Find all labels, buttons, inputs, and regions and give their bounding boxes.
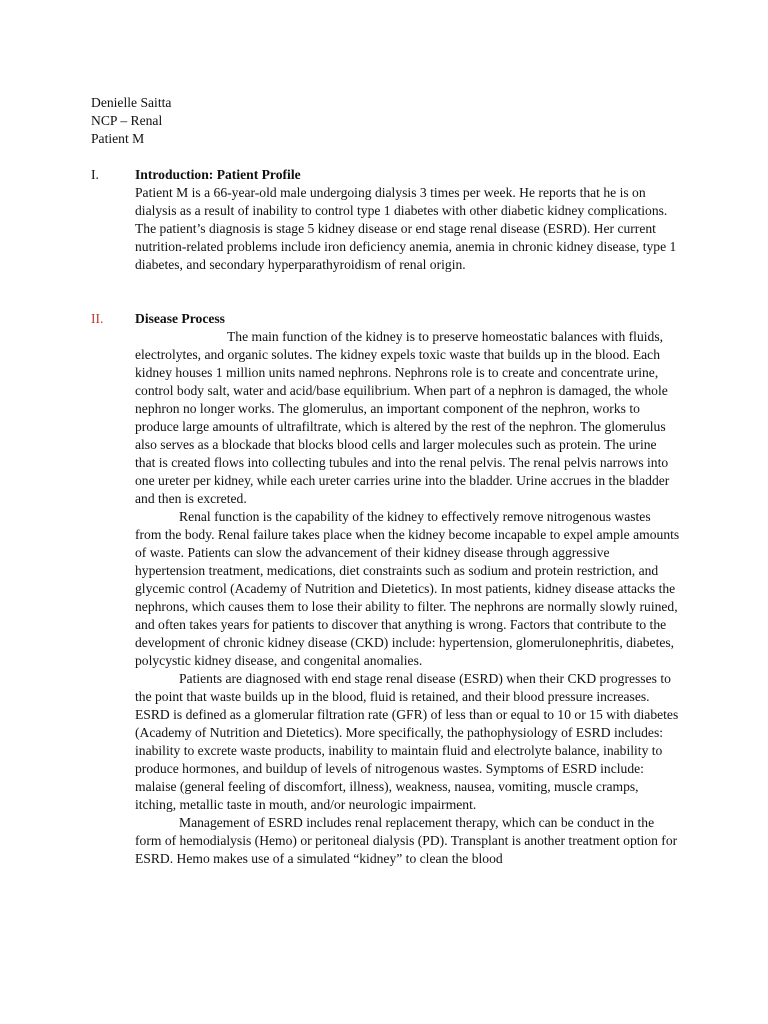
paragraph: Management of ESRD includes renal replacement therapy, which can be conduct in the form of hemodialysis (Hemo) or peritoneal dialysis (PD). Transplant is another treatment option for ESRD. Hemo makes use of a simulated “kidney” to clean the blood (135, 815, 678, 866)
author-name: Denielle Saitta (91, 95, 172, 110)
paragraph: The main function of the kidney is to preserve homeostatic balances with fluids, electrolytes, and organic solutes. The kidney expels toxic waste that builds up in the blood. Each kidney houses 1 million units named nephrons. Nephrons role is to create and concentrate urine, control body salt, water and acid/base equilibrium. When part of a nephron is damaged, the whole nephron no longer works. The glomerulus, an important component of the nephron, works to produce large amounts of ultrafiltrate, which is altered by the rest of the nephron. The glomerulus also serves as a blockade that blocks blood cells and larger molecules such as protein. The urine that is created flows into collecting tubules and into the renal pelvis. The renal pelvis narrows into one ureter per kidney, while each ureter carries urine into the bladder. Urine accrues in the bladder and then is excreted. (135, 329, 670, 506)
section-title: Introduction: Patient Profile (135, 167, 301, 182)
paragraph: Patient M is a 66-year-old male undergoing dialysis 3 times per week. He reports that he is on dialysis as a result of inability to control type 1 diabetes with other diabetic kidney complications. The patient’s diagnosis is stage 5 kidney disease or end stage renal disease (ESRD). Her current nutrition-related problems include iron deficiency anemia, anemia in chronic kidney disease, type 1 diabetes, and secondary hyperparathyroidism of renal origin. (135, 185, 677, 272)
section-title: Disease Process (135, 311, 225, 326)
paragraph: Renal function is the capability of the kidney to effectively remove nitrogenous wastes from the body. Renal failure takes place when the kidney become incapable to expel ample amounts of waste. Patients can slow the advancement of their kidney disease through aggressive hypertension treatment, medications, diet constraints such as sodium and protein restriction, and glycemic control (Academy of Nutrition and Dietetics). In most patients, kidney disease attacks the nephrons, which causes them to lose their ability to filter. The nephrons are normally slowly ruined, and often takes years for patients to discover that anything is wrong. Factors that contribute to the development of chronic kidney disease (CKD) include: hypertension, glomerulonephritis, diabetes, polycystic kidney disease, and congenital anomalies. (135, 509, 680, 668)
paragraph: Patients are diagnosed with end stage renal disease (ESRD) when their CKD progresses to the point that waste builds up in the blood, fluid is retained, and their blood pressure increases. ESRD is defined as a glomerular filtration rate (GFR) of less than or equal to 10 or 15 with diabetes (Academy of Nutrition and Dietetics). More specifically, the pathophysiology of ESRD includes: inability to excrete waste products, inability to maintain fluid and electrolyte balance, inability to produce hormones, and buildup of levels of nitrogenous wastes. Symptoms of ESRD include: malaise (general feeling of discomfort, illness), weakness, nausea, vomiting, muscle cramps, itching, metallic taste in mouth, and/or neurologic impairment. (135, 671, 679, 812)
patient-label: Patient M (91, 131, 145, 146)
document-header (91, 94, 171, 148)
section-numeral: I. (91, 167, 99, 182)
course-title: NCP – Renal (91, 113, 163, 128)
section-body (135, 184, 680, 274)
section-numeral: II. (91, 311, 104, 326)
section-body (135, 328, 680, 868)
